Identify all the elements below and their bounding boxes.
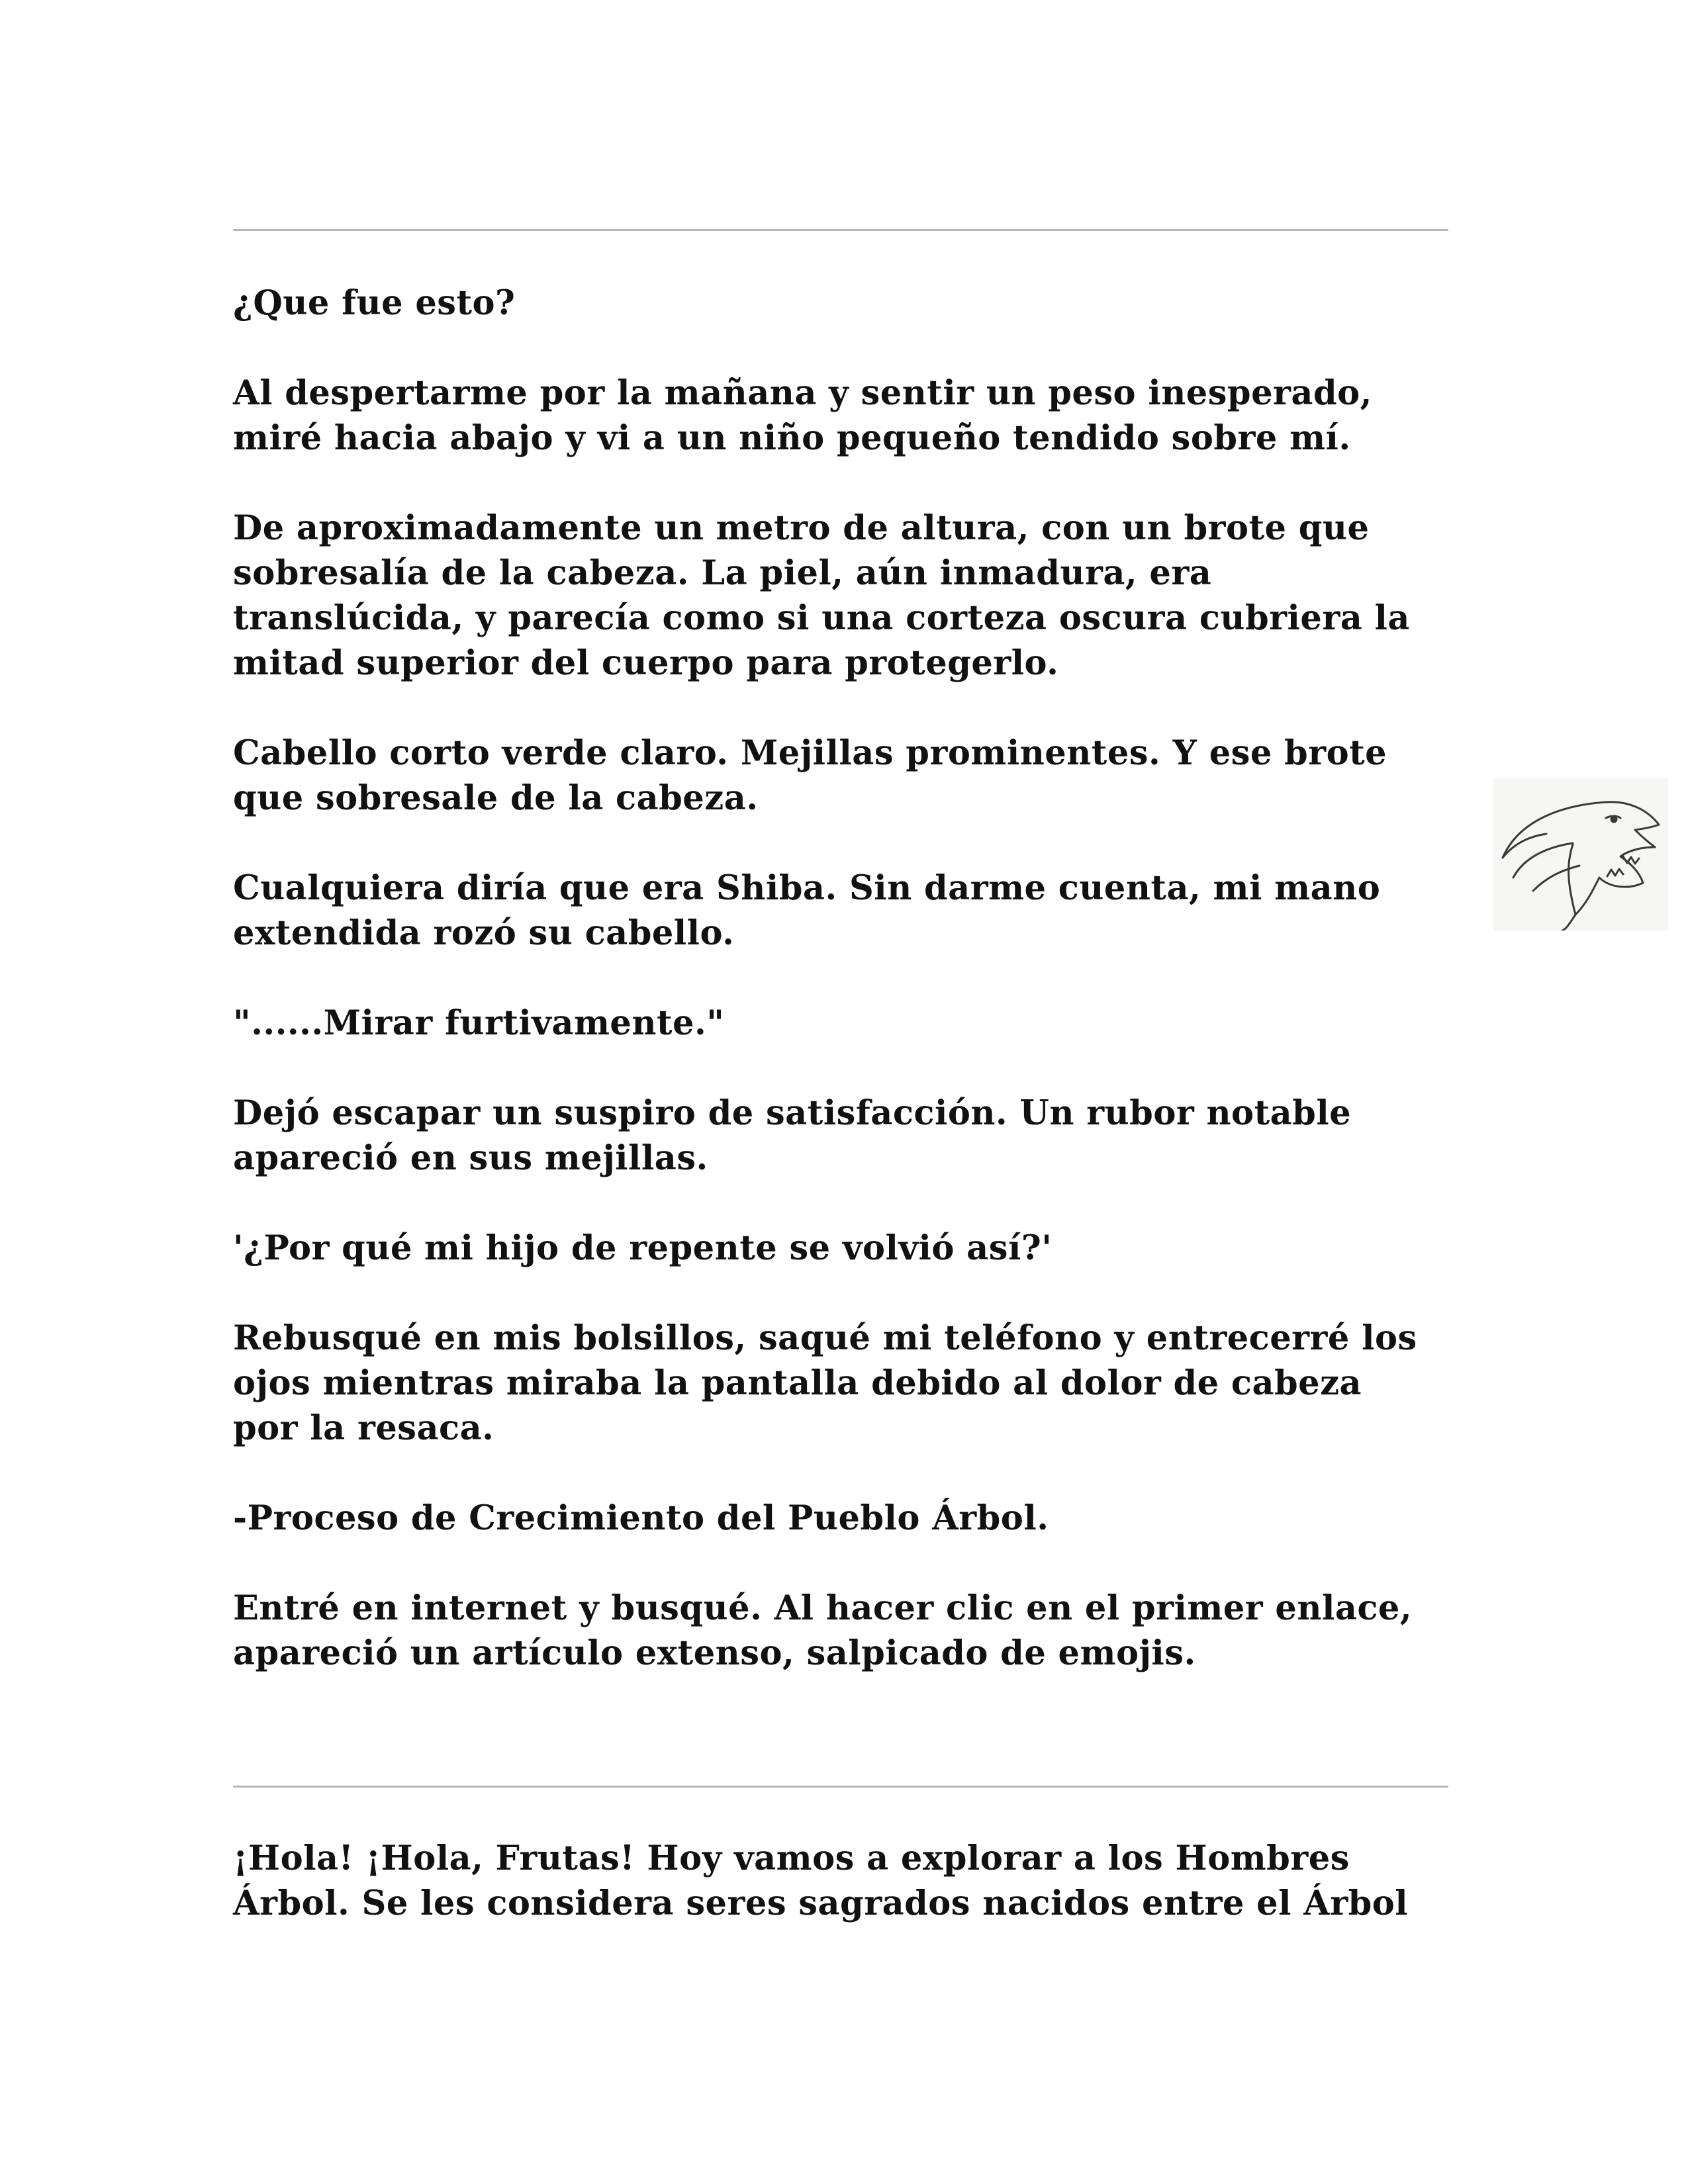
paragraph: ¡Hola! ¡Hola, Frutas! Hoy vamos a explorar a los Hombres Árbol. Se les considera seres sagrados nacidos entre el Árbol <box>233 1839 1409 1923</box>
paragraph-thought: '¿Por qué mi hijo de repente se volvió así?' <box>233 1228 1053 1268</box>
top-divider <box>233 229 1448 231</box>
paragraph: Entré en internet y busqué. Al hacer clic en el primer enlace, apareció un artículo extenso, salpicado de emojis. <box>233 1588 1413 1673</box>
paragraph: Al despertarme por la mañana y sentir un peso inesperado, miré hacia abajo y vi a un niño pequeño tendido sobre mí. <box>233 373 1372 458</box>
paragraph: Rebusqué en mis bolsillos, saqué mi teléfono y entrecerré los ojos mientras miraba la pantalla debido al dolor de cabeza por la resaca. <box>233 1318 1417 1448</box>
paragraph-heading-question: ¿Que fue esto? <box>233 283 516 323</box>
bottom-divider <box>233 1786 1448 1788</box>
dinosaur-watermark-icon <box>1493 778 1668 931</box>
paragraph-search-query: -Proceso de Crecimiento del Pueblo Árbol. <box>233 1498 1049 1538</box>
article-excerpt <box>233 1836 1477 1971</box>
paragraph: De aproximadamente un metro de altura, con un brote que sobresalía de la cabeza. La piel, aún inmadura, era translúcida, y parecía como si una corteza oscura cubriera la mitad superior del cuerpo para protegerlo. <box>233 508 1410 683</box>
paragraph: Dejó escapar un suspiro de satisfacción. Un rubor notable apareció en sus mejillas. <box>233 1093 1352 1178</box>
paragraph: Cualquiera diría que era Shiba. Sin darme cuenta, mi mano extendida rozó su cabello. <box>233 868 1381 953</box>
paragraph: Cabello corto verde claro. Mejillas prominentes. Y ese brote que sobresale de la cabeza. <box>233 733 1387 818</box>
paragraph-dialogue: "......Mirar furtivamente." <box>233 1003 725 1043</box>
story-body <box>233 281 1477 1721</box>
